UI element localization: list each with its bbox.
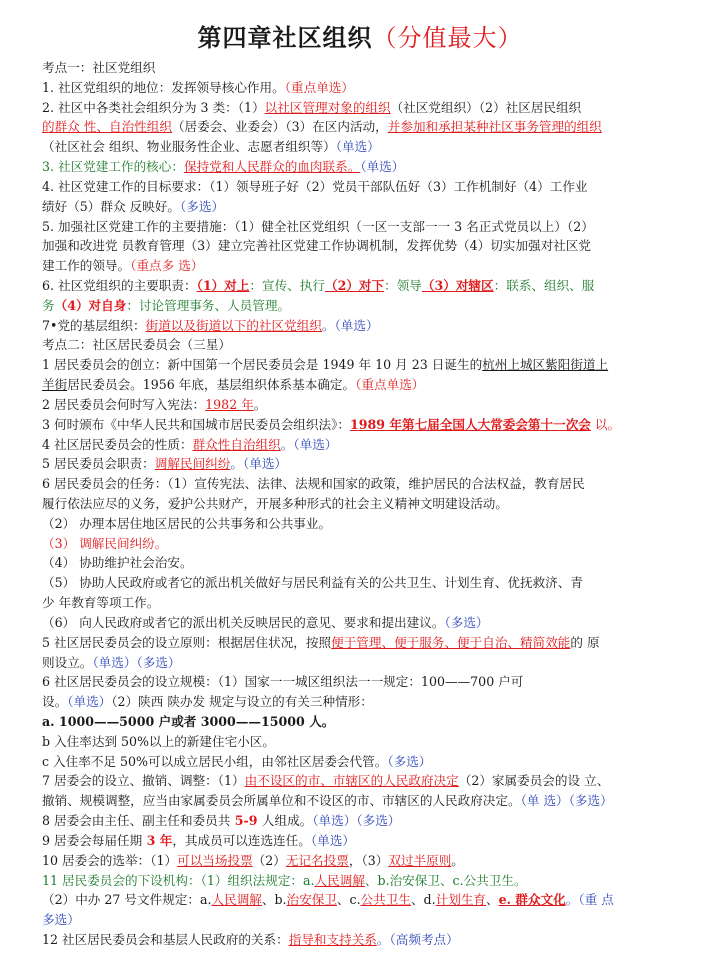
- highlight: 杭州上城区紫阳街道上: [482, 357, 609, 373]
- text: 。: [253, 396, 267, 412]
- text-line: [42, 613, 702, 633]
- section-heading: [42, 58, 702, 78]
- text: 计划生育: [435, 892, 486, 908]
- text: 6 居民委员会的任务：（1）宣传宪法、法律、法规和国家的政策，维护居民的合法权益，教育居民: [42, 476, 585, 492]
- text: 人民调解: [211, 892, 262, 908]
- text-line: [42, 732, 702, 752]
- text: （6） 向人民政府或者它的派出机关反映居民的意见、要求和提出建议。: [42, 614, 445, 630]
- text-line: [42, 910, 702, 930]
- text-line: [42, 375, 702, 395]
- text-line: [42, 137, 702, 157]
- text: 居民委员会。1956 年底，基层组织体系基本确定。: [67, 377, 356, 393]
- text: 、d.: [410, 892, 436, 908]
- text-line: [42, 514, 702, 534]
- text: 5 居民委员会职责：: [42, 456, 155, 472]
- text: 7 居委会的设立、撤销、调整：（1）: [42, 773, 245, 789]
- text: 少 年教育等项工作。: [42, 595, 160, 611]
- text-line: [42, 534, 702, 554]
- text: a. 1000——5000 户或者 3000——15000 人。: [42, 714, 335, 729]
- text: 3 何时颁布《中华人民共和国城市居民委员会组织法》：: [42, 416, 350, 432]
- text: （5） 协助人民政府或者它的派出机关做好与居民利益有关的公共卫生、计划生育、优抚救济、青: [42, 575, 583, 591]
- tag: 。（单选）: [321, 317, 379, 333]
- text: 、c.: [336, 892, 361, 908]
- text: 加强和改进党 员教育管理（3）建立完善社区党建工作协调机制，发挥优势（4）切实加强对社区党: [42, 238, 591, 254]
- tag: （单选）: [335, 139, 380, 155]
- highlight: 并参加和承担某种社区事务管理的组织: [387, 119, 602, 135]
- text: 履行依法应尽的义务，爱护公共财产，开展多种形式的社会主义精神文明建设活动。: [42, 496, 508, 511]
- text: 11 居民委员会的下设机构：（1）组织法规定：a.: [42, 872, 315, 888]
- text: 考点一：社区党组织: [42, 60, 156, 75]
- text-line: [42, 553, 702, 573]
- text: （2）陕西 陕办发 规定与设立的有关三种情形：: [111, 694, 373, 710]
- text: 务: [42, 297, 55, 313]
- text: 公共卫生: [360, 892, 411, 908]
- text-line: [42, 712, 702, 732]
- text: 。: [451, 852, 464, 868]
- tag: （单选）（多选）: [312, 813, 401, 829]
- text: 、b.: [261, 892, 287, 908]
- text: b 入住率达到 50%以上的新建住宅小区。: [42, 733, 275, 749]
- highlight: 的群众 性、自治性组织: [42, 119, 172, 135]
- text: 多选）: [42, 912, 80, 928]
- text-line: [42, 177, 702, 197]
- page-title: [0, 18, 720, 53]
- text: 、b.治安保卫、c.公共卫生。: [364, 872, 527, 888]
- tag: （重点单选）: [355, 377, 425, 393]
- text-line: [42, 851, 702, 871]
- text: 12 社区居民委员会和基层人民政府的关系：: [42, 932, 289, 947]
- text: ，其成员可以连选连任。: [172, 832, 311, 848]
- text: （2）家属委员会的设 立、: [458, 773, 610, 789]
- text: 2. 社区中各类社会组织分为 3 类：（1）: [42, 99, 265, 115]
- text: （居委会、业委会）（3）在区内活动，: [171, 119, 388, 135]
- text: 6. 社区党组织的主要职责：: [42, 278, 197, 293]
- text-line: [42, 117, 702, 137]
- text-line: [42, 930, 702, 950]
- text: ，（3）: [348, 852, 389, 868]
- text: 1 居民委员会的创立：新中国第一个居民委员会是 1949 年 10 月 23 日诞生的: [42, 357, 483, 373]
- text: e. 群众文化: [498, 892, 566, 908]
- text: （2）中办 27 号文件规定：a.: [42, 892, 212, 908]
- text: ：讨论管理事务、人员管理。: [126, 297, 291, 313]
- text: c 入住率不足 50%可以成立居民小组，由邻社区居委会代管。: [42, 753, 388, 769]
- tag: 。（单选）: [280, 436, 338, 452]
- text: 7•党的基层组织：: [42, 317, 146, 333]
- tag: （单选）: [67, 694, 112, 710]
- text-line: [42, 78, 702, 98]
- highlight: 1982 年: [205, 396, 254, 412]
- tag: （重点多 选）: [130, 258, 204, 274]
- text: 指导和支持关系: [288, 932, 377, 947]
- text-line: [42, 316, 702, 336]
- highlight: 便于管理、便于服务、便于自治、精简效能: [331, 634, 571, 650]
- text: 4 社区居民委员会的性质：: [42, 436, 193, 452]
- text: 9 居委会每届任期: [42, 832, 143, 848]
- text-line: [42, 811, 702, 831]
- text-line: [42, 672, 702, 692]
- text: 8 居委会由主任、副主任和委员共: [42, 813, 231, 829]
- highlight: （2）对下: [324, 278, 385, 293]
- highlight: （3）对辖区: [421, 278, 494, 293]
- text: 绩好（5）群众 反映好。: [42, 198, 180, 214]
- text: 设。: [42, 694, 68, 710]
- section-heading: [42, 335, 702, 355]
- highlight: 1989 年第七届全国人大常委会第十一次会: [349, 416, 591, 432]
- highlight: 保持党和人民群众的血肉联系。: [183, 159, 361, 175]
- text-line: [42, 415, 702, 435]
- text-line: [42, 355, 702, 375]
- text-line: [42, 435, 702, 455]
- highlight: 由不设区的市、市辖区的人民政府决定: [244, 773, 459, 789]
- text-line: [42, 573, 702, 593]
- text: 、: [486, 892, 499, 908]
- text: （2） 办理本居住地区居民的公共事务和公共事业。: [42, 515, 332, 531]
- text: （社区社会 组织、物业服务性企业、志愿者组织等）: [42, 139, 336, 155]
- text: 5 社区居民委员会的设立原则：根据居住状况，按照: [42, 634, 332, 650]
- text-line: [42, 296, 702, 316]
- text: 4. 社区党建工作的目标要求：（1）领导班子好（2）党员干部队伍好（3）工作机制好（4）工作业: [42, 178, 588, 194]
- text: 的 原: [570, 634, 600, 650]
- text-line: [42, 276, 702, 296]
- text-line: [42, 871, 702, 891]
- text-line: [42, 98, 702, 118]
- text-line: [42, 633, 702, 653]
- text: （社区党组织）（2）社区居民组织: [390, 99, 582, 115]
- text: 2 居民委员会何时写入宪法：: [42, 396, 206, 412]
- text-line: [42, 157, 702, 177]
- title-main: 第四章社区组织: [197, 24, 373, 52]
- text: 3. 社区党建工作的核心：: [42, 159, 184, 175]
- text-line: [42, 395, 702, 415]
- text-line: [42, 692, 702, 712]
- text-line: [42, 771, 702, 791]
- text-line: [42, 474, 702, 494]
- text: （4） 协助维护社会治安。: [42, 555, 193, 571]
- highlight: （4）对自身: [54, 297, 127, 313]
- text-line: [42, 236, 702, 256]
- text-line: [42, 653, 702, 673]
- text: 人组成。: [261, 813, 313, 829]
- text: （3） 调解民间纠纷。: [42, 535, 168, 551]
- tag: （多选）: [444, 614, 489, 630]
- text-line: [42, 831, 702, 851]
- highlight: 调解民间纠纷: [154, 456, 231, 472]
- text: 。（重 点: [565, 892, 614, 908]
- text-line: [42, 593, 702, 613]
- highlight: 人民调解: [314, 872, 365, 888]
- tag: （多选）: [387, 753, 432, 769]
- text-line: [42, 791, 702, 811]
- tag: （多选）: [179, 198, 225, 214]
- text: 治安保卫: [286, 892, 337, 908]
- highlight: 无记名投票: [285, 852, 349, 868]
- text: ：联系、组织、服: [493, 278, 595, 293]
- text: 5. 加强社区党建工作的主要措施：（1）健全社区党组织（一区一支部一一 3 名正式党员以上）（2）: [42, 218, 594, 234]
- text-line: [42, 197, 702, 217]
- highlight: 5-9: [230, 813, 262, 829]
- highlight: （1）对上: [196, 278, 250, 293]
- text: 考点二：社区居民委员会（三星）: [42, 337, 231, 353]
- text-line: [42, 752, 702, 772]
- highlight: 3 年: [142, 832, 173, 848]
- text-line: [42, 890, 702, 910]
- highlight: 羊街: [42, 377, 68, 393]
- tag: （重点单选）: [284, 79, 354, 95]
- tag: （单 选）（多选）: [520, 793, 613, 809]
- tag: 。（单选）: [230, 456, 288, 472]
- text: 则设立。: [42, 654, 93, 670]
- text: 10 居委会的选举：（1）: [42, 852, 178, 868]
- text: 以。: [590, 416, 621, 432]
- title-subtitle: （分值最大）: [372, 24, 523, 52]
- text: ：宣传、执行: [249, 278, 325, 293]
- text-line: [42, 256, 702, 276]
- highlight: 可以当场投票: [177, 852, 253, 868]
- tag: （单选）（多选）: [92, 654, 181, 670]
- text: 建工作的领导。: [42, 258, 131, 274]
- text-line: [42, 217, 702, 237]
- text-line: [42, 494, 702, 514]
- text: 。（高频考点）: [376, 932, 459, 947]
- highlight: 双过半原则: [388, 852, 452, 868]
- text-line: [42, 454, 702, 474]
- tag: （单选）: [360, 159, 405, 175]
- text: 6 社区居民委员会的设立规模：（1）国家一一城区组织法一一规定：100——700 户可: [42, 674, 524, 690]
- tag: （单选）: [310, 832, 355, 848]
- highlight: 以社区管理对象的组织: [264, 99, 391, 115]
- text: ：领导: [384, 278, 422, 293]
- text: 1. 社区党组织的地位：发挥领导核心作用。: [42, 79, 285, 95]
- text: （2）: [252, 852, 286, 868]
- highlight: 群众性自治组织: [192, 436, 281, 452]
- text: 撤销、规模调整，应当由家属委员会所属单位和不设区的市、市辖区的人民政府决定。: [42, 793, 521, 809]
- highlight: 街道以及街道以下的社区党组织: [145, 317, 322, 333]
